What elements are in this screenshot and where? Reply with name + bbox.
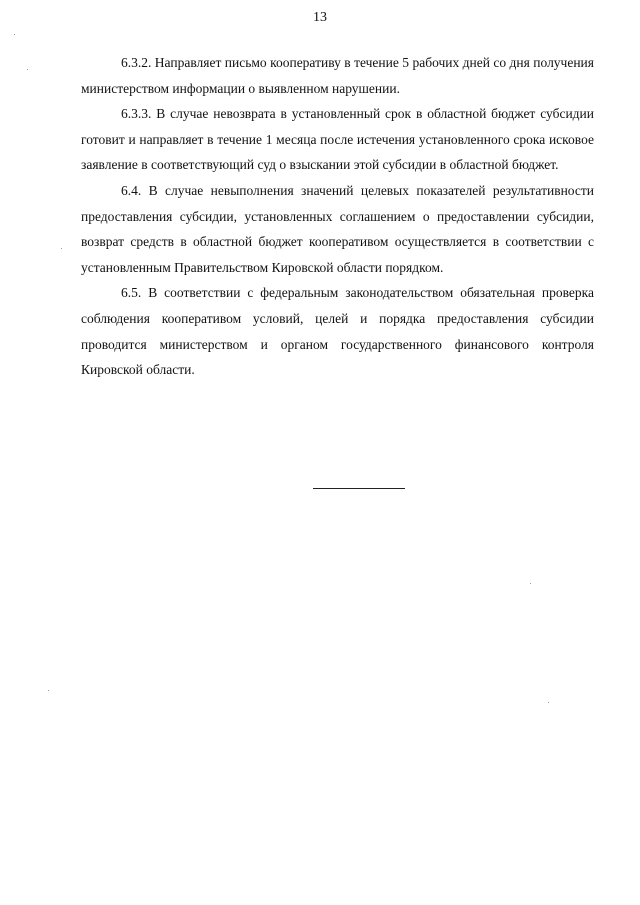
scan-speck [14,34,15,35]
paragraph-6-3-2: 6.3.2. Направляет письмо кооперативу в течение 5 рабочих дней со дня получения министерством информации о выявленном нарушении. [81,55,594,96]
scan-speck [27,69,28,70]
end-divider-line [313,488,405,489]
paragraph-6-4: 6.4. В случае невыполнения значений целевых показателей результативности предоставления субсидии, установленных соглашением о предоставлении субсидии, возврат средств в областной бюджет кооперативом осуществляется в соответствии с установленным Правительством Кировской области порядком. [81,182,594,275]
document-body [81,50,594,383]
scan-speck [48,690,49,691]
page-number: 13 [313,10,327,25]
scan-speck [530,583,531,584]
scan-speck [61,248,62,249]
paragraph-6-5: 6.5. В соответствии с федеральным законодательством обязательная проверка соблюдения кооперативом условий, целей и порядка предоставления субсидии проводится министерством и органом государственного финансового контроля Кировской области. [81,285,594,378]
scan-speck [548,702,549,703]
paragraph-6-3-3: 6.3.3. В случае невозврата в установленный срок в областной бюджет субсидии готовит и направляет в течение 1 месяца после истечения установленного срока исковое заявление в соответствующий суд о взыскании этой субсидии в областной бюджет. [81,106,594,173]
